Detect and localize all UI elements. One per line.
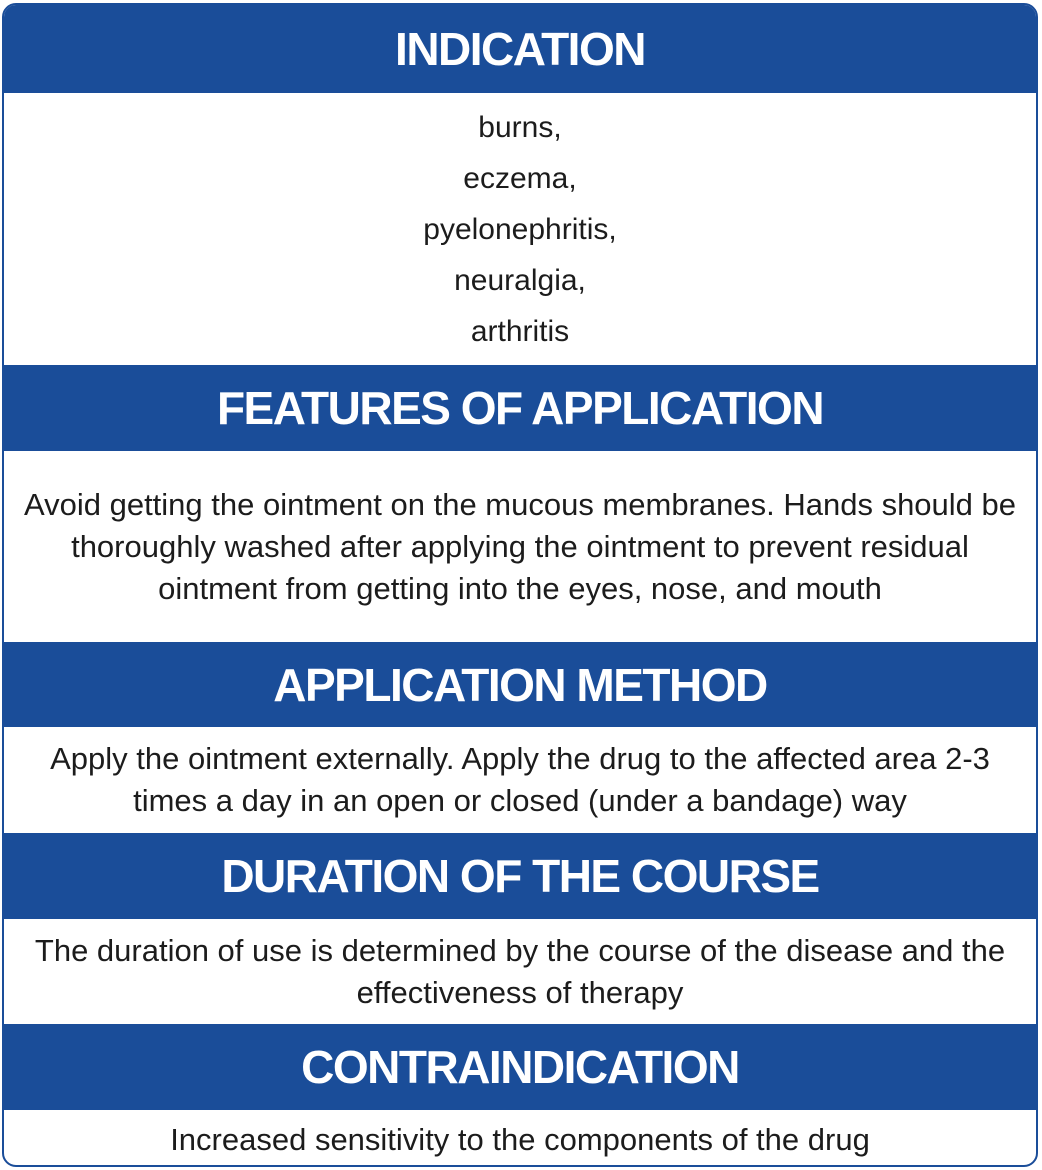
method-heading: APPLICATION METHOD [273, 658, 767, 711]
indication-item: pyelonephritis, [423, 212, 617, 246]
indication-item: eczema, [463, 161, 577, 195]
duration-body [4, 919, 1036, 1024]
contraindication-heading: CONTRAINDICATION [301, 1041, 739, 1093]
features-header [4, 365, 1036, 451]
indication-header [4, 5, 1036, 93]
features-body [4, 451, 1036, 642]
features-heading: FEATURES OF APPLICATION [216, 382, 824, 434]
duration-text: The duration of use is determined by the course of the disease and the effectiveness of therapy [34, 932, 1006, 1010]
features-text: Avoid getting the ointment on the mucous membranes. Hands should be thoroughly washed after applying the ointment to prevent residual ointment from getting into the eyes, nose, and mouth [23, 486, 1017, 606]
method-body [4, 727, 1036, 833]
duration-header [4, 833, 1036, 919]
drug-info-card [2, 3, 1038, 1167]
indication-item: arthritis [470, 314, 570, 348]
contraindication-header [4, 1024, 1036, 1110]
indication-item: neuralgia, [454, 263, 586, 297]
method-header [4, 642, 1036, 727]
method-text: Apply the ointment externally. Apply the drug to the affected area 2-3 times a day in an open or closed (under a bandage) way [50, 741, 990, 818]
contraindication-body [4, 1110, 1036, 1167]
duration-heading: DURATION OF THE COURSE [221, 850, 819, 902]
indication-item: burns, [478, 110, 562, 144]
indication-body [4, 93, 1036, 365]
indication-heading: INDICATION [395, 23, 645, 75]
contraindication-text: Increased sensitivity to the components of the drug [170, 1121, 870, 1157]
